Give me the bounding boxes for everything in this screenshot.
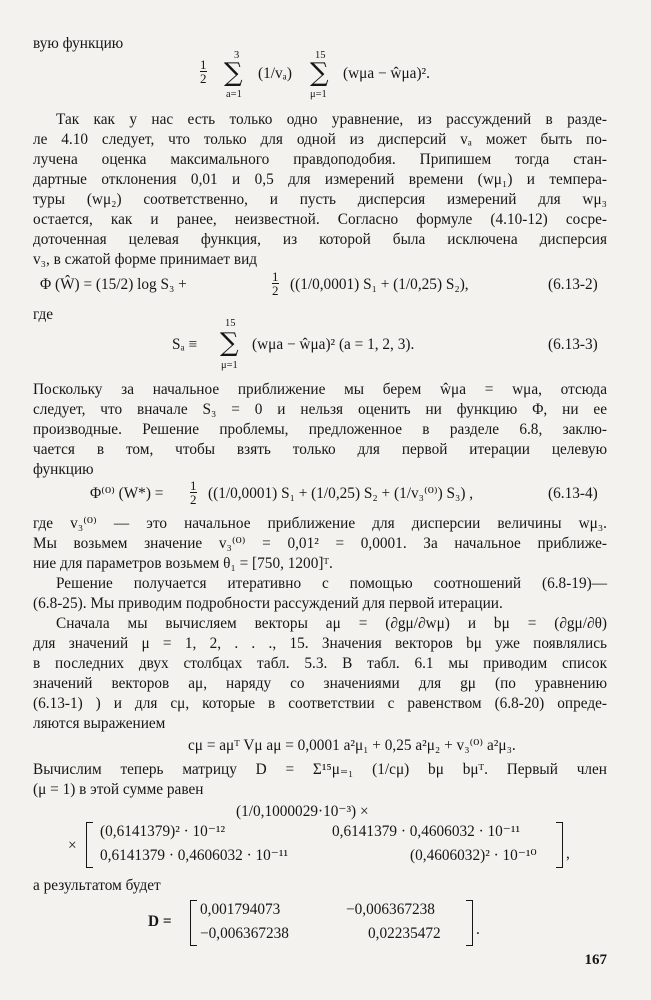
- equation-number: (6.13-4): [548, 485, 598, 502]
- left-bracket: [86, 822, 93, 868]
- text-line: значений векторов aμ, наряду со значениями для gμ (по уравнению: [33, 675, 607, 692]
- page-number: 167: [584, 952, 607, 968]
- right-bracket: [556, 822, 563, 868]
- text-line: Мы возьмем значение v₃⁽⁰⁾ = 0,01² = 0,0001. За начальное приближе-: [33, 535, 607, 552]
- fraction-half: $\frac{1}{2}$: [272, 269, 279, 298]
- text-line: Сначала мы вычисляем векторы aμ = (∂gμ/∂wμ) и bμ = (∂gμ/∂θ): [56, 615, 607, 632]
- text-line: доточенная целевая функция, из которой была исключена дисперсия: [33, 231, 607, 248]
- fraction-half: $\frac{1}{2}$: [200, 57, 207, 86]
- text-line: v₃, в сжатой форме принимает вид: [33, 251, 258, 268]
- text-line: производные. Решение проблемы, предложенное в разделе 6.8, заклю-: [33, 421, 607, 438]
- text-line: где: [33, 306, 54, 323]
- text-line: (6.13-1) ) и для cμ, которые в соответствии с равенством (6.8-20) опреде-: [33, 695, 607, 712]
- text-line: ние для параметров возьмем θ₁ = [750, 1200]ᵀ.: [33, 555, 333, 572]
- text-line: остается, как и ранее, неизвестной. Согласно формуле (4.10-12) сосре-: [33, 211, 607, 228]
- text-line: где v₃⁽⁰⁾ — это начальное приближение для дисперсии величины wμ₃.: [33, 515, 607, 532]
- text-line: Так как у нас есть только одно уравнение, из рассуждений в разде-: [56, 111, 607, 128]
- text-line: Вычислим теперь матрицу D = Σ¹⁵μ₌₁ (1/cμ) bμ bμᵀ. Первый член: [33, 761, 607, 778]
- text-line: ляются выражением: [33, 715, 166, 732]
- text-line: Решение получается итеративно с помощью соотношений (6.8-19)—: [56, 575, 607, 592]
- text-line: в последних двух столбцах табл. 5.3. В табл. 6.1 мы приводим список: [33, 655, 607, 672]
- text-line: Поскольку за начальное приближение мы берем ŵμa = wμa, отсюда: [33, 381, 607, 398]
- equation-number: (6.13-3): [548, 336, 598, 353]
- text-line: а результатом будет: [33, 877, 161, 894]
- sum-symbol: ∑: [220, 328, 239, 358]
- text-line: чается в том, чтобы взять только для первой итерации целевую: [33, 441, 607, 458]
- text-line: следует, что вначале S₃ = 0 и нельзя оценить ни функцию Φ, ни ее: [33, 401, 607, 418]
- right-bracket: [466, 900, 473, 946]
- text-line: для значений μ = 1, 2, . . ., 15. Значения векторов bμ уже появлялись: [33, 635, 607, 652]
- text-line: туры (wμ₂) соответственно, и пусть дисперсия измерений для wμ₃: [33, 191, 607, 208]
- text-line: вую функцию: [33, 35, 124, 52]
- formula-5: cμ = aμᵀ Vμ aμ = 0,0001 a²μ₁ + 0,25 a²μ₂ + v₃⁽⁰⁾ a²μ₃.: [188, 737, 516, 754]
- sum-symbol: ∑: [224, 58, 243, 88]
- text-line: (6.8-25). Мы приводим подробности рассуждений для первой итерации.: [33, 595, 503, 612]
- text-line: лучена оценка максимального правдоподобия. Припишем тогда стан-: [33, 151, 607, 168]
- fraction-half: $\frac{1}{2}$: [190, 478, 197, 507]
- sum-symbol: ∑: [310, 58, 329, 88]
- text-line: дартные отклонения 0,01 и 0,5 для измерений времени (wμ₁) и темпера-: [33, 171, 607, 188]
- text-line: ле 4.10 следует, что только для одной из дисперсий vₐ может быть по-: [33, 131, 607, 148]
- equation-number: (6.13-2): [548, 276, 598, 293]
- left-bracket: [190, 900, 197, 946]
- text-line: функцию: [33, 461, 94, 478]
- text-line: (μ = 1) в этой сумме равен: [33, 781, 204, 798]
